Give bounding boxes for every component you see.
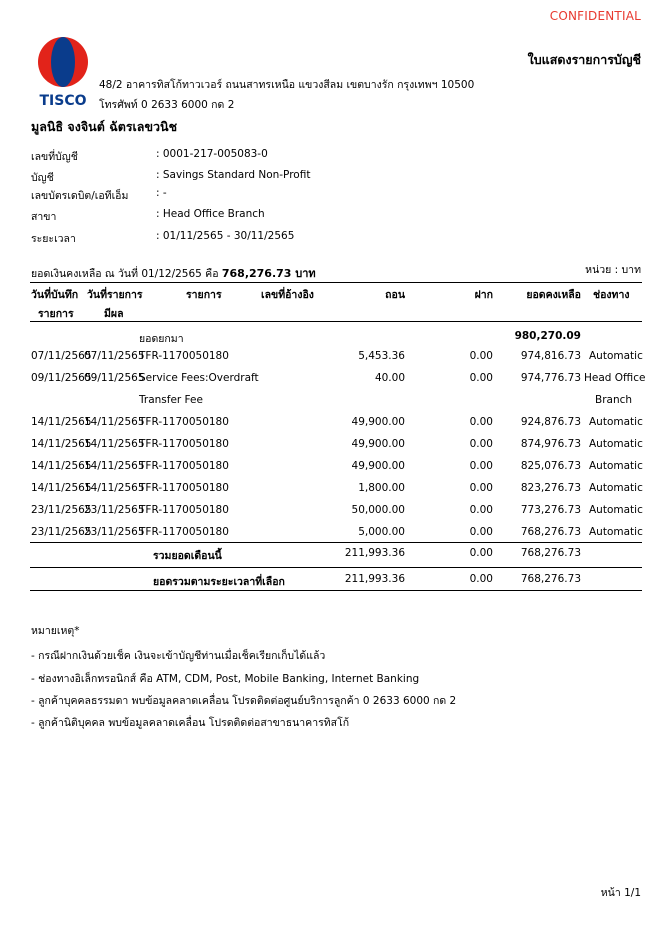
row-record-date: 07/11/2565: [31, 350, 92, 362]
row-record-date: 14/11/2565: [31, 482, 92, 494]
row-channel: Automatic: [589, 504, 643, 516]
row-record-date: 23/11/2565: [31, 504, 92, 516]
row-effective-date: 23/11/2565: [84, 504, 145, 516]
row-withdraw: 50,000.00: [351, 504, 405, 516]
balance-summary: [31, 264, 316, 282]
row-description: TFR-1170050180: [139, 416, 229, 428]
row-deposit: 0.00: [469, 438, 493, 450]
row-effective-date: 09/11/2565: [84, 372, 145, 384]
logo-text: TISCO: [39, 93, 87, 108]
row-deposit: 0.00: [469, 416, 493, 428]
row-record-date: 09/11/2565: [31, 372, 92, 384]
notes-title: หมายเหตุ*: [31, 625, 80, 637]
row-channel: Automatic: [589, 438, 643, 450]
unit-label: หน่วย : บาท: [585, 264, 641, 276]
row-withdraw: 49,900.00: [351, 438, 405, 450]
page-number: หน้า 1/1: [600, 887, 641, 899]
header-effective-date-line2: มีผล: [104, 308, 124, 320]
header-record-date: วันที่บันทึก: [31, 289, 79, 301]
row-record-date: 14/11/2565: [31, 416, 92, 428]
row-withdraw: 40.00: [374, 372, 405, 384]
confidential-label: CONFIDENTIAL: [549, 9, 641, 23]
balance-amount: 768,276.73 บาท: [221, 267, 316, 280]
row-description: TFR-1170050180: [139, 350, 229, 362]
balance-prefix: ยอดเงินคงเหลือ ณ วันที่ 01/12/2565 คือ: [31, 268, 219, 280]
row-description: TFR-1170050180: [139, 438, 229, 450]
row-effective-date: 14/11/2565: [84, 438, 145, 450]
row-balance: 974,816.73: [520, 350, 581, 362]
row-record-date: 14/11/2565: [31, 438, 92, 450]
row-balance: 825,076.73: [520, 460, 581, 472]
header-record-date-line2: รายการ: [38, 308, 74, 320]
brought-forward-balance: 980,270.09: [514, 330, 581, 342]
monthly-total-withdraw: 211,993.36: [344, 547, 405, 559]
tisco-logo: [33, 36, 93, 108]
row-withdraw: 5,000.00: [358, 526, 405, 538]
row-effective-date: 07/11/2565: [84, 350, 145, 362]
row-withdraw: 49,900.00: [351, 460, 405, 472]
account-number-value: : 0001-217-005083-0: [156, 148, 268, 160]
header-description: รายการ: [186, 289, 222, 301]
header-bottom-rule: [30, 321, 642, 322]
branch-value: : Head Office Branch: [156, 208, 265, 220]
header-withdraw: ถอน: [385, 289, 405, 301]
row-withdraw: 49,900.00: [351, 416, 405, 428]
account-type-label: บัญชี: [31, 172, 54, 184]
row-balance: 823,276.73: [520, 482, 581, 494]
header-channel: ช่องทาง: [593, 289, 630, 301]
row-channel: Head Office: [584, 372, 646, 384]
row-description: TFR-1170050180: [139, 504, 229, 516]
row-description: TFR-1170050180: [139, 482, 229, 494]
period-total-bottom-rule: [30, 590, 642, 591]
row-deposit: 0.00: [469, 372, 493, 384]
row-channel-line2: Branch: [595, 394, 633, 406]
card-number-value: : -: [156, 187, 167, 199]
note-item: - ลูกค้าบุคคลธรรมดา พบข้อมูลคลาดเคลื่อน โปรดติดต่อศูนย์บริการลูกค้า 0 2633 6000 กด 2: [31, 695, 457, 707]
row-deposit: 0.00: [469, 460, 493, 472]
monthly-total-label: รวมยอดเดือนนี้: [153, 550, 222, 562]
row-withdraw: 1,800.00: [358, 482, 405, 494]
row-description-line2: Transfer Fee: [139, 394, 203, 406]
row-channel: Automatic: [589, 416, 643, 428]
row-channel: Automatic: [589, 526, 643, 538]
branch-label: สาขา: [31, 211, 57, 223]
period-label: ระยะเวลา: [31, 233, 76, 245]
row-balance: 768,276.73: [520, 526, 581, 538]
account-owner: มูลนิธิ จงจินต์ ฉัตรเลขวนิช: [31, 119, 178, 134]
period-total-deposit: 0.00: [469, 573, 493, 585]
row-record-date: 23/11/2565: [31, 526, 92, 538]
period-total-label: ยอดรวมตามระยะเวลาที่เลือก: [153, 576, 285, 588]
row-channel: Automatic: [589, 350, 643, 362]
row-effective-date: 14/11/2565: [84, 416, 145, 428]
period-total-top-rule: [30, 567, 642, 568]
monthly-total-deposit: 0.00: [469, 547, 493, 559]
header-deposit: ฝาก: [474, 289, 493, 301]
table-top-rule: [30, 282, 642, 283]
header-reference: เลขที่อ้างอิง: [261, 289, 314, 301]
document-title: ใบแสดงรายการบัญชี: [527, 52, 641, 67]
period-total-balance: 768,276.73: [520, 573, 581, 585]
row-effective-date: 14/11/2565: [84, 460, 145, 472]
row-record-date: 14/11/2565: [31, 460, 92, 472]
note-item: - ช่องทางอิเล็กทรอนิกส์ คือ ATM, CDM, Post, Mobile Banking, Internet Banking: [31, 673, 420, 685]
row-effective-date: 23/11/2565: [84, 526, 145, 538]
row-description: TFR-1170050180: [139, 526, 229, 538]
row-balance: 974,776.73: [520, 372, 581, 384]
bank-address: 48/2 อาคารทิสโก้ทาวเวอร์ ถนนสาทรเหนือ แขวงสีลม เขตบางรัก กรุงเทพฯ 10500: [99, 79, 475, 91]
row-deposit: 0.00: [469, 350, 493, 362]
row-effective-date: 14/11/2565: [84, 482, 145, 494]
row-balance: 924,876.73: [520, 416, 581, 428]
row-deposit: 0.00: [469, 482, 493, 494]
header-effective-date: วันที่รายการ: [87, 289, 143, 301]
row-deposit: 0.00: [469, 526, 493, 538]
note-item: - ลูกค้านิติบุคคล พบข้อมูลคลาดเคลื่อน โปรดติดต่อสาขาธนาคารทิสโก้: [31, 717, 350, 729]
row-deposit: 0.00: [469, 504, 493, 516]
bank-phone: โทรศัพท์ 0 2633 6000 กด 2: [99, 99, 235, 111]
row-balance: 874,976.73: [520, 438, 581, 450]
row-description: Service Fees:Overdraft: [139, 372, 259, 384]
period-value: : 01/11/2565 - 30/11/2565: [156, 230, 295, 242]
account-number-label: เลขที่บัญชี: [31, 151, 78, 163]
row-channel: Automatic: [589, 482, 643, 494]
brought-forward-label: ยอดยกมา: [139, 333, 184, 345]
account-type-value: : Savings Standard Non-Profit: [156, 169, 311, 181]
note-item: - กรณีฝากเงินด้วยเช็ค เงินจะเข้าบัญชีท่านเมื่อเช็คเรียกเก็บได้แล้ว: [31, 650, 326, 662]
card-number-label: เลขบัตรเดบิต/เอทีเอ็ม: [31, 190, 129, 202]
row-description: TFR-1170050180: [139, 460, 229, 472]
header-balance: ยอดคงเหลือ: [526, 289, 581, 301]
monthly-total-top-rule: [30, 542, 642, 543]
row-balance: 773,276.73: [520, 504, 581, 516]
row-withdraw: 5,453.36: [358, 350, 405, 362]
period-total-withdraw: 211,993.36: [344, 573, 405, 585]
row-channel: Automatic: [589, 460, 643, 472]
monthly-total-balance: 768,276.73: [520, 547, 581, 559]
